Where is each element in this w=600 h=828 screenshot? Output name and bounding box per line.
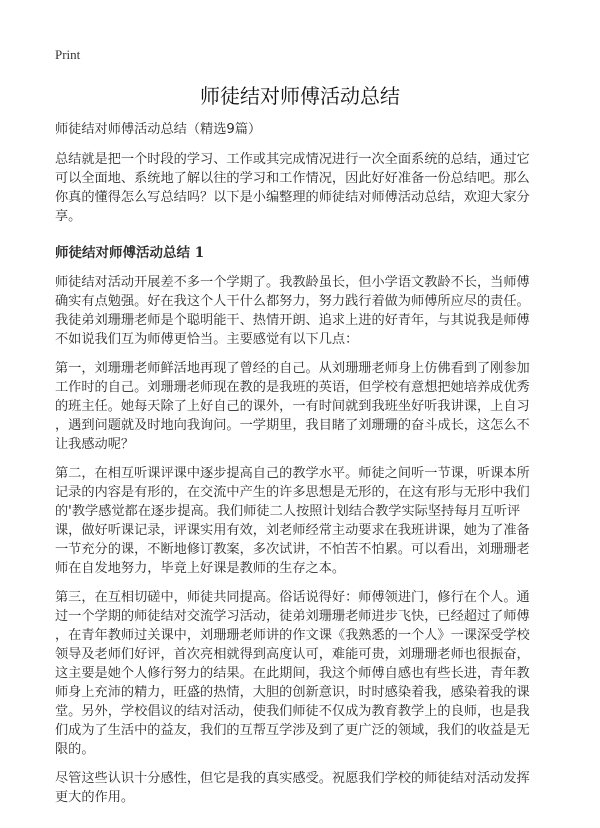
text-line: 课，做好听课记录，评课实用有效，刘老师经常主动要求在我班讲课，她为了准备 (55, 523, 530, 538)
text-line: ，遇到问题就及时地向我询问。一学期里，我目睹了刘珊珊的奋斗成长，这怎么不 (55, 418, 530, 433)
body-paragraph (55, 273, 555, 349)
body-paragraph (55, 588, 555, 759)
text-line: ，在青年教师过关课中，刘珊珊老师讲的作文课《我熟悉的一个人》一课深受学校 (55, 628, 530, 643)
text-line: 你真的懂得怎么写总结吗？以下是小编整理的师徒结对师傅活动总结，欢迎大家分 (55, 190, 530, 205)
text-line: 限的。 (55, 742, 95, 757)
text-line: 尽管这些认识十分感性，但它是我的真实感受。祝愿我们学校的师徒结对活动发挥 (55, 771, 530, 786)
print-link[interactable]: Print (55, 47, 81, 62)
text-line: 可以全面地、系统地了解以往的学习和工作情况，因此好好准备一份总结吧。那么 (55, 171, 530, 186)
text-line: 第二，在相互听课评课中逐步提高自己的教学水平。师徒之间听一节课，听课本所 (55, 466, 530, 481)
text-line: 们成为了生活中的益友，我们的互帮互学涉及到了更广泛的领域，我们的收益是无 (55, 723, 530, 738)
text-line: 的班主任。她每天除了上好自己的课外，一有时间就到我班坐好听我讲课，上自习 (55, 399, 530, 414)
text-line: 总结就是把一个时段的学习、工作或其完成情况进行一次全面系统的总结，通过它 (55, 152, 530, 167)
text-line: 第一，刘珊珊老师鲜活地再现了曾经的自己。从刘珊珊老师身上仿佛看到了刚参加 (55, 361, 530, 376)
text-line: 更大的作用。 (55, 790, 135, 805)
document-body (55, 120, 555, 817)
page-title: 师徒结对师傅活动总结 (200, 84, 400, 108)
text-line: 一节充分的课，不断地修订教案，多次试讲，不怕苦不怕累。可以看出，刘珊珊老 (55, 542, 530, 557)
body-paragraph (55, 464, 555, 578)
text-line: 确实有点勉强。好在我这个人干什么都努力，努力践行着做为师傅所应尽的责任。 (55, 294, 530, 309)
text-line: 堂。另外，学校倡议的结对活动，使我们师徒不仅成为教育教学上的良师，也是我 (55, 704, 530, 719)
text-line: 这主要是她个人修行努力的结果。在此期间，我这个师傅自感也有些长进，青年教 (55, 666, 530, 681)
body-paragraph (55, 769, 555, 807)
text-line: 让我感动呢？ (55, 437, 135, 452)
intro-paragraph (55, 150, 555, 226)
text-line: 工作时的自己。刘珊珊老师现在教的是我班的英语，但学校有意想把她培养成优秀 (55, 380, 530, 395)
text-line: 师徒结对活动开展差不多一个学期了。我教龄虽长，但小学语文教龄不长，当师傅 (55, 275, 530, 290)
section-heading: 师徒结对师傅活动总结 1 (55, 245, 205, 261)
text-line: 过一个学期的师徒结对交流学习活动，徒弟刘珊珊老师进步飞快，已经超过了师傅 (55, 609, 530, 624)
text-line: 第三，在互相切磋中，师徒共同提高。俗话说得好：师傅领进门，修行在个人。通 (55, 590, 530, 605)
text-line: 师在自发地努力，毕竟上好课是教师的生存之本。 (55, 561, 346, 576)
document-subtitle: 师徒结对师傅活动总结（精选9篇） (55, 122, 262, 137)
text-line: 我徒弟刘珊珊老师是个聪明能干、热情开朗、追求上进的好青年，与其说我是师傅 (55, 313, 530, 328)
text-line: 不如说我们互为师傅更恰当。主要感觉有以下几点： (55, 332, 359, 347)
text-line: 享。 (55, 209, 82, 224)
text-line: 师身上充沛的精力，旺盛的热情，大胆的创新意识，时时感染着我，感染着我的课 (55, 685, 530, 700)
body-paragraph (55, 359, 555, 454)
text-line: 的'教学感觉都在逐步提高。我们师徒二人按照计划结合教学实际坚持每月互听评 (55, 504, 521, 519)
text-line: 记录的内容是有形的，在交流中产生的许多思想是无形的，在这有形与无形中我们 (55, 485, 530, 500)
text-line: 领导及老师们好评，首次亮相就得到高度认可，难能可贵，刘珊珊老师也很振奋， (55, 647, 530, 662)
